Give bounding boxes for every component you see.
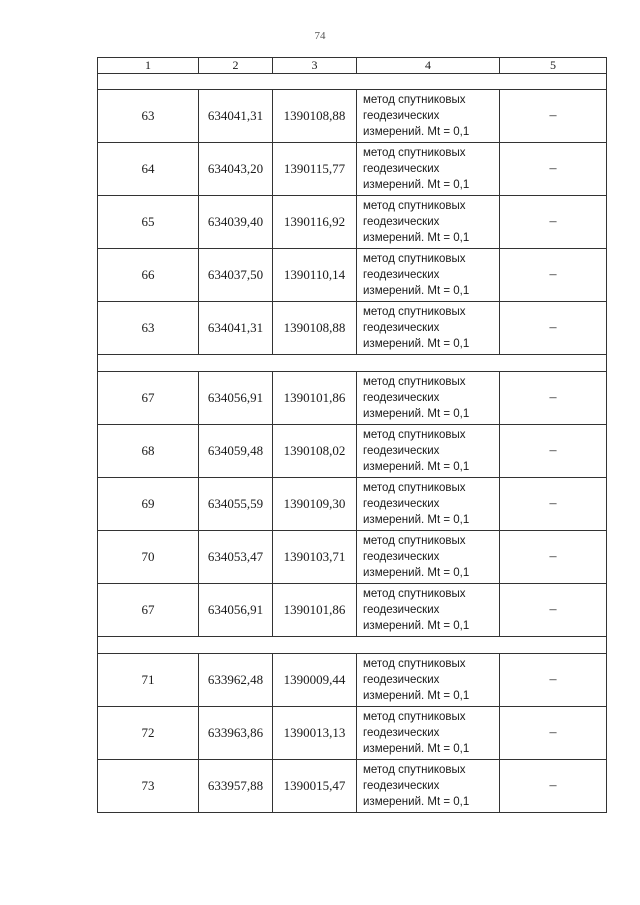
coordinate-y-cell: [273, 90, 357, 142]
note-cell: [500, 425, 606, 477]
method-cell: [357, 302, 500, 354]
note-cell-text: –: [549, 725, 557, 740]
note-cell: [500, 478, 606, 530]
point-number-cell: [98, 196, 199, 248]
table-row: [98, 531, 606, 584]
table-row: [98, 654, 606, 707]
method-cell-text: метод спутниковых геодезических измерений. Mt = 0,1: [363, 482, 470, 526]
coordinate-x-cell-text: 633962,48: [207, 672, 264, 687]
table-row: [98, 90, 606, 143]
method-cell: [357, 372, 500, 424]
method-cell-text: метод спутниковых геодезических измерений. Mt = 0,1: [363, 376, 470, 420]
coordinate-y-cell: [273, 760, 357, 812]
coordinate-x-cell: [199, 760, 273, 812]
point-number-cell: [98, 249, 199, 301]
note-cell-text: –: [549, 602, 557, 617]
coordinate-y-cell: [273, 478, 357, 530]
coordinates-table: [97, 57, 607, 813]
coordinate-x-cell: [199, 249, 273, 301]
group-separator-row: [98, 355, 606, 372]
coordinate-y-cell-text: 1390103,71: [283, 549, 346, 564]
method-cell: [357, 249, 500, 301]
table-row: [98, 143, 606, 196]
point-number-cell-text: 69: [141, 496, 155, 511]
method-cell-text: метод спутниковых геодезических измерений. Mt = 0,1: [363, 535, 470, 579]
point-number-cell: [98, 478, 199, 530]
note-cell-text: –: [549, 778, 557, 793]
point-number-cell: [98, 143, 199, 195]
coordinate-y-cell-text: 1390115,77: [283, 161, 346, 176]
method-cell-text: метод спутниковых геодезических измерений. Mt = 0,1: [363, 429, 470, 473]
method-cell-text: метод спутниковых геодезических измерений. Mt = 0,1: [363, 200, 470, 244]
note-cell: [500, 249, 606, 301]
method-cell: [357, 760, 500, 812]
point-number-cell: [98, 372, 199, 424]
coordinate-x-cell: [199, 90, 273, 142]
point-number-cell-text: 65: [141, 214, 155, 229]
method-cell: [357, 143, 500, 195]
method-cell-text: метод спутниковых геодезических измерений. Mt = 0,1: [363, 253, 470, 297]
coordinate-y-cell-text: 1390013,13: [283, 725, 346, 740]
page-number: 74: [314, 30, 326, 42]
method-cell: [357, 478, 500, 530]
table-row: [98, 760, 606, 813]
point-number-cell-text: 70: [141, 549, 155, 564]
coordinate-x-cell: [199, 302, 273, 354]
method-cell: [357, 90, 500, 142]
method-cell-text: метод спутниковых геодезических измерений. Mt = 0,1: [363, 306, 470, 350]
coordinate-y-cell: [273, 531, 357, 583]
coordinate-x-cell-text: 634041,31: [207, 108, 264, 123]
note-cell-text: –: [549, 496, 557, 511]
point-number-cell: [98, 654, 199, 706]
point-number-cell-text: 63: [141, 320, 155, 335]
note-cell-text: –: [549, 549, 557, 564]
note-cell: [500, 654, 606, 706]
coordinate-y-cell-text: 1390110,14: [283, 267, 346, 282]
coordinate-y-cell: [273, 707, 357, 759]
table-row: [98, 302, 606, 355]
note-cell: [500, 531, 606, 583]
coordinate-y-cell: [273, 425, 357, 477]
coordinate-x-cell-text: 634056,91: [207, 602, 264, 617]
method-cell: [357, 531, 500, 583]
coordinate-y-cell-text: 1390109,30: [283, 496, 346, 511]
table-row: [98, 196, 606, 249]
point-number-cell: [98, 760, 199, 812]
method-cell-text: метод спутниковых геодезических измерений. Mt = 0,1: [363, 711, 470, 755]
point-number-cell: [98, 425, 199, 477]
point-number-cell-text: 64: [141, 161, 155, 176]
coordinate-y-cell: [273, 302, 357, 354]
method-cell-text: метод спутниковых геодезических измерений. Mt = 0,1: [363, 658, 470, 702]
note-cell-text: –: [549, 672, 557, 687]
method-cell: [357, 425, 500, 477]
point-number-cell: [98, 707, 199, 759]
coordinate-y-cell: [273, 372, 357, 424]
table-row: [98, 372, 606, 425]
method-cell: [357, 196, 500, 248]
note-cell: [500, 707, 606, 759]
method-cell-text: метод спутниковых геодезических измерений. Mt = 0,1: [363, 588, 470, 632]
coordinate-y-cell: [273, 654, 357, 706]
coordinate-y-cell-text: 1390108,88: [283, 320, 346, 335]
point-number-cell-text: 63: [141, 108, 155, 123]
method-cell: [357, 584, 500, 636]
coordinate-x-cell-text: 634037,50: [207, 267, 264, 282]
note-cell-text: –: [549, 443, 557, 458]
note-cell-text: –: [549, 214, 557, 229]
header-cell-4: 4: [357, 58, 500, 73]
coordinate-x-cell-text: 633957,88: [207, 778, 264, 793]
note-cell: [500, 196, 606, 248]
coordinate-x-cell: [199, 372, 273, 424]
point-number-cell-text: 68: [141, 443, 155, 458]
point-number-cell-text: 66: [141, 267, 155, 282]
note-cell: [500, 760, 606, 812]
method-cell: [357, 654, 500, 706]
note-cell: [500, 143, 606, 195]
coordinate-x-cell: [199, 143, 273, 195]
group-separator-row: [98, 74, 606, 90]
note-cell-text: –: [549, 320, 557, 335]
coordinate-y-cell: [273, 249, 357, 301]
coordinate-x-cell: [199, 584, 273, 636]
coordinate-x-cell-text: 634059,48: [207, 443, 264, 458]
coordinate-x-cell: [199, 654, 273, 706]
coordinate-x-cell-text: 634055,59: [207, 496, 264, 511]
note-cell: [500, 302, 606, 354]
table-row: [98, 249, 606, 302]
coordinate-y-cell-text: 1390015,47: [283, 778, 346, 793]
method-cell-text: метод спутниковых геодезических измерений. Mt = 0,1: [363, 764, 470, 808]
coordinate-y-cell: [273, 143, 357, 195]
coordinate-y-cell-text: 1390108,02: [283, 443, 346, 458]
point-number-cell-text: 67: [141, 602, 155, 617]
table-row: [98, 425, 606, 478]
point-number-cell: [98, 302, 199, 354]
coordinate-y-cell-text: 1390101,86: [283, 390, 346, 405]
note-cell-text: –: [549, 267, 557, 282]
point-number-cell-text: 72: [141, 725, 155, 740]
coordinate-x-cell-text: 634041,31: [207, 320, 264, 335]
coordinate-x-cell-text: 634039,40: [207, 214, 264, 229]
method-cell-text: метод спутниковых геодезических измерений. Mt = 0,1: [363, 147, 470, 191]
note-cell-text: –: [549, 108, 557, 123]
note-cell: [500, 584, 606, 636]
point-number-cell: [98, 584, 199, 636]
coordinate-x-cell: [199, 707, 273, 759]
point-number-cell-text: 67: [141, 390, 155, 405]
header-cell-1: 1: [98, 58, 199, 73]
coordinate-y-cell-text: 1390009,44: [283, 672, 346, 687]
header-cell-3: 3: [273, 58, 357, 73]
coordinate-x-cell: [199, 478, 273, 530]
header-cell-5: 5: [550, 58, 556, 72]
note-cell-text: –: [549, 390, 557, 405]
point-number-cell: [98, 90, 199, 142]
coordinate-x-cell: [199, 196, 273, 248]
table-row: [98, 707, 606, 760]
note-cell-text: –: [549, 161, 557, 176]
method-cell: [357, 707, 500, 759]
table-row: [98, 478, 606, 531]
note-cell: [500, 90, 606, 142]
method-cell-text: метод спутниковых геодезических измерений. Mt = 0,1: [363, 94, 470, 138]
header-cell-2: 2: [199, 58, 273, 73]
table-row: [98, 584, 606, 637]
coordinate-x-cell-text: 634043,20: [207, 161, 264, 176]
coordinate-x-cell: [199, 531, 273, 583]
group-separator-row: [98, 637, 606, 654]
table-header-row: [98, 58, 606, 74]
coordinate-x-cell-text: 634056,91: [207, 390, 264, 405]
coordinate-y-cell: [273, 196, 357, 248]
coordinate-y-cell: [273, 584, 357, 636]
point-number-cell: [98, 531, 199, 583]
note-cell: [500, 372, 606, 424]
point-number-cell-text: 71: [141, 672, 155, 687]
coordinate-x-cell-text: 633963,86: [207, 725, 264, 740]
coordinate-y-cell-text: 1390101,86: [283, 602, 346, 617]
coordinate-x-cell-text: 634053,47: [207, 549, 264, 564]
coordinate-y-cell-text: 1390116,92: [283, 214, 346, 229]
point-number-cell-text: 73: [141, 778, 155, 793]
coordinate-y-cell-text: 1390108,88: [283, 108, 346, 123]
coordinate-x-cell: [199, 425, 273, 477]
